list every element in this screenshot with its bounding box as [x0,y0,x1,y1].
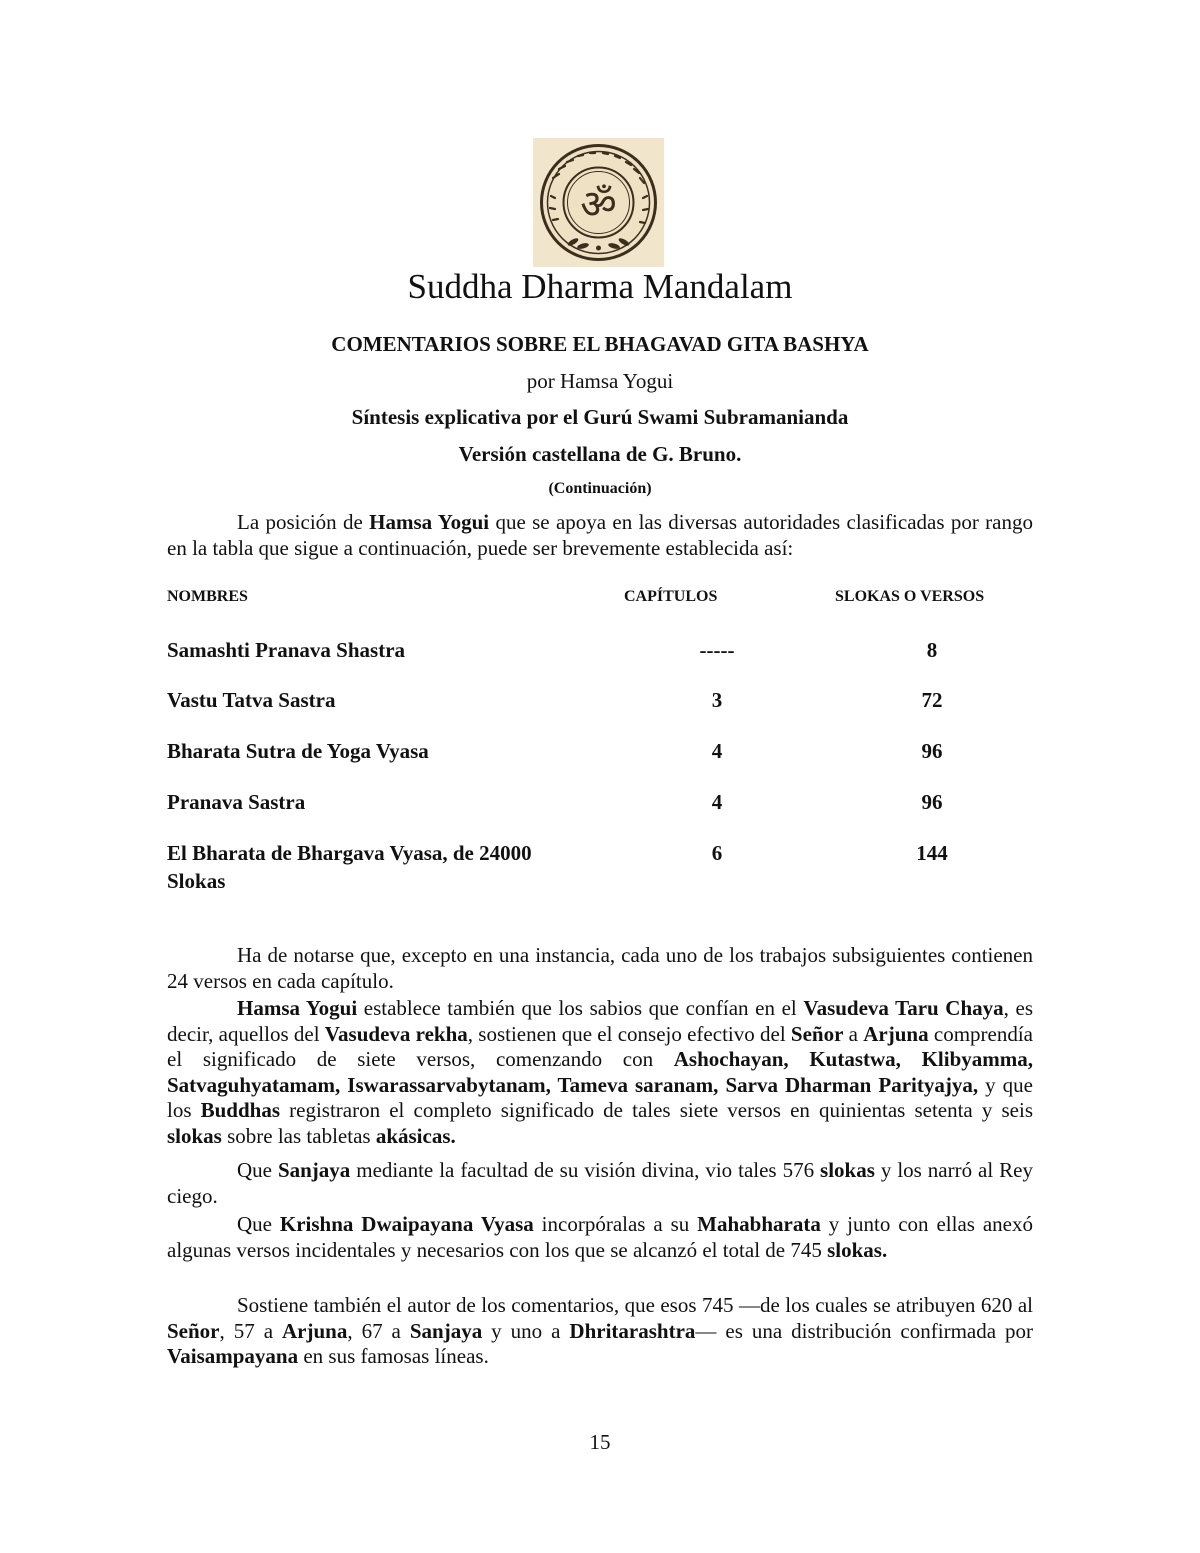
row-name: El Bharata de Bhargava Vyasa, de 24000 Slokas [167,841,532,893]
row-chapters: 4 [711,739,723,763]
row-chapters: 4 [711,790,723,814]
header-chapters: CAPÍTULOS [624,588,718,605]
body-paragraph: Sostiene también el autor de los comentarios, que esos 745 —de los cuales se atribuyen 620 al Señor, 57 a Arjuna, 67 a Sanjaya y uno a Dhritarashtra— es una distribución confirmada por Vaisampayana en sus famosas líneas. [167,1293,1034,1368]
translation-credit: Versión castellana de G. Bruno. [458,442,742,466]
om-seal-icon [533,138,664,267]
row-chapters: 6 [711,841,723,865]
row-slokas: 8 [926,638,938,662]
header-names: NOMBRES [167,588,248,605]
row-slokas: 144 [916,841,948,865]
row-slokas: 96 [921,790,943,814]
body-paragraph: Que Krishna Dwaipayana Vyasa incorpóralas a su Mahabharata y junto con ellas anexó algunas versos incidentales y necesarios con los que se alcanzó el total de 745 slokas. [167,1212,1033,1262]
header-slokas: SLOKAS O VERSOS [835,588,985,605]
row-name: Vastu Tatva Sastra [167,688,336,712]
row-name: Samashti Pranava Shastra [167,638,406,662]
table-header [167,588,1033,614]
row-chapters: ----- [699,638,735,662]
body-paragraph: Que Sanjaya mediante la facultad de su visión divina, vio tales 576 slokas y los narró al Rey ciego. [167,1158,1033,1208]
author-byline: por Hamsa Yogui [526,369,674,393]
body-paragraph: Ha de notarse que, excepto en una instancia, cada uno de los trabajos subsiguientes contienen 24 versos en cada capítulo. [167,943,1033,993]
row-slokas: 72 [921,688,943,712]
row-name: Bharata Sutra de Yoga Vyasa [167,739,429,763]
organization-title: Suddha Dharma Mandalam [407,267,793,306]
om-seal-image [533,138,664,267]
row-chapters: 3 [711,688,723,712]
intro-paragraph: La posición de Hamsa Yogui que se apoya en las diversas autoridades clasificadas por rango en la tabla que sigue a continuación, puede ser brevemente establecida así: [167,510,1033,560]
body-paragraph: Hamsa Yogui establece también que los sabios que confían en el Vasudeva Taru Chaya, es decir, aquellos del Vasudeva rekha, sostienen que el consejo efectivo del Señor a Arjuna comprendía el significado de siete versos, comenzando con Ashochayan, Kutastwa, Klibyamma, Satvaguhyatamam, Iswarassarvabytanam, Tameva saranam, Sarva Dharman Parityajya, y que los Buddhas registraron el completo significado de tales siete versos en quinientas setenta y seis slokas sobre las tabletas akásicas. [167,996,1034,1148]
synthesis-credit: Síntesis explicativa por el Gurú Swami Subramanianda [351,405,849,429]
row-slokas: 96 [921,739,943,763]
om-glyph: ॐ [580,182,617,228]
authorities-table [167,588,1033,893]
continuation-label: (Continuación) [548,480,652,497]
page-number: 15 [589,1430,611,1454]
document-title: COMENTARIOS SOBRE EL BHAGAVAD GITA BASHYA [331,332,869,356]
row-name: Pranava Sastra [167,790,306,814]
